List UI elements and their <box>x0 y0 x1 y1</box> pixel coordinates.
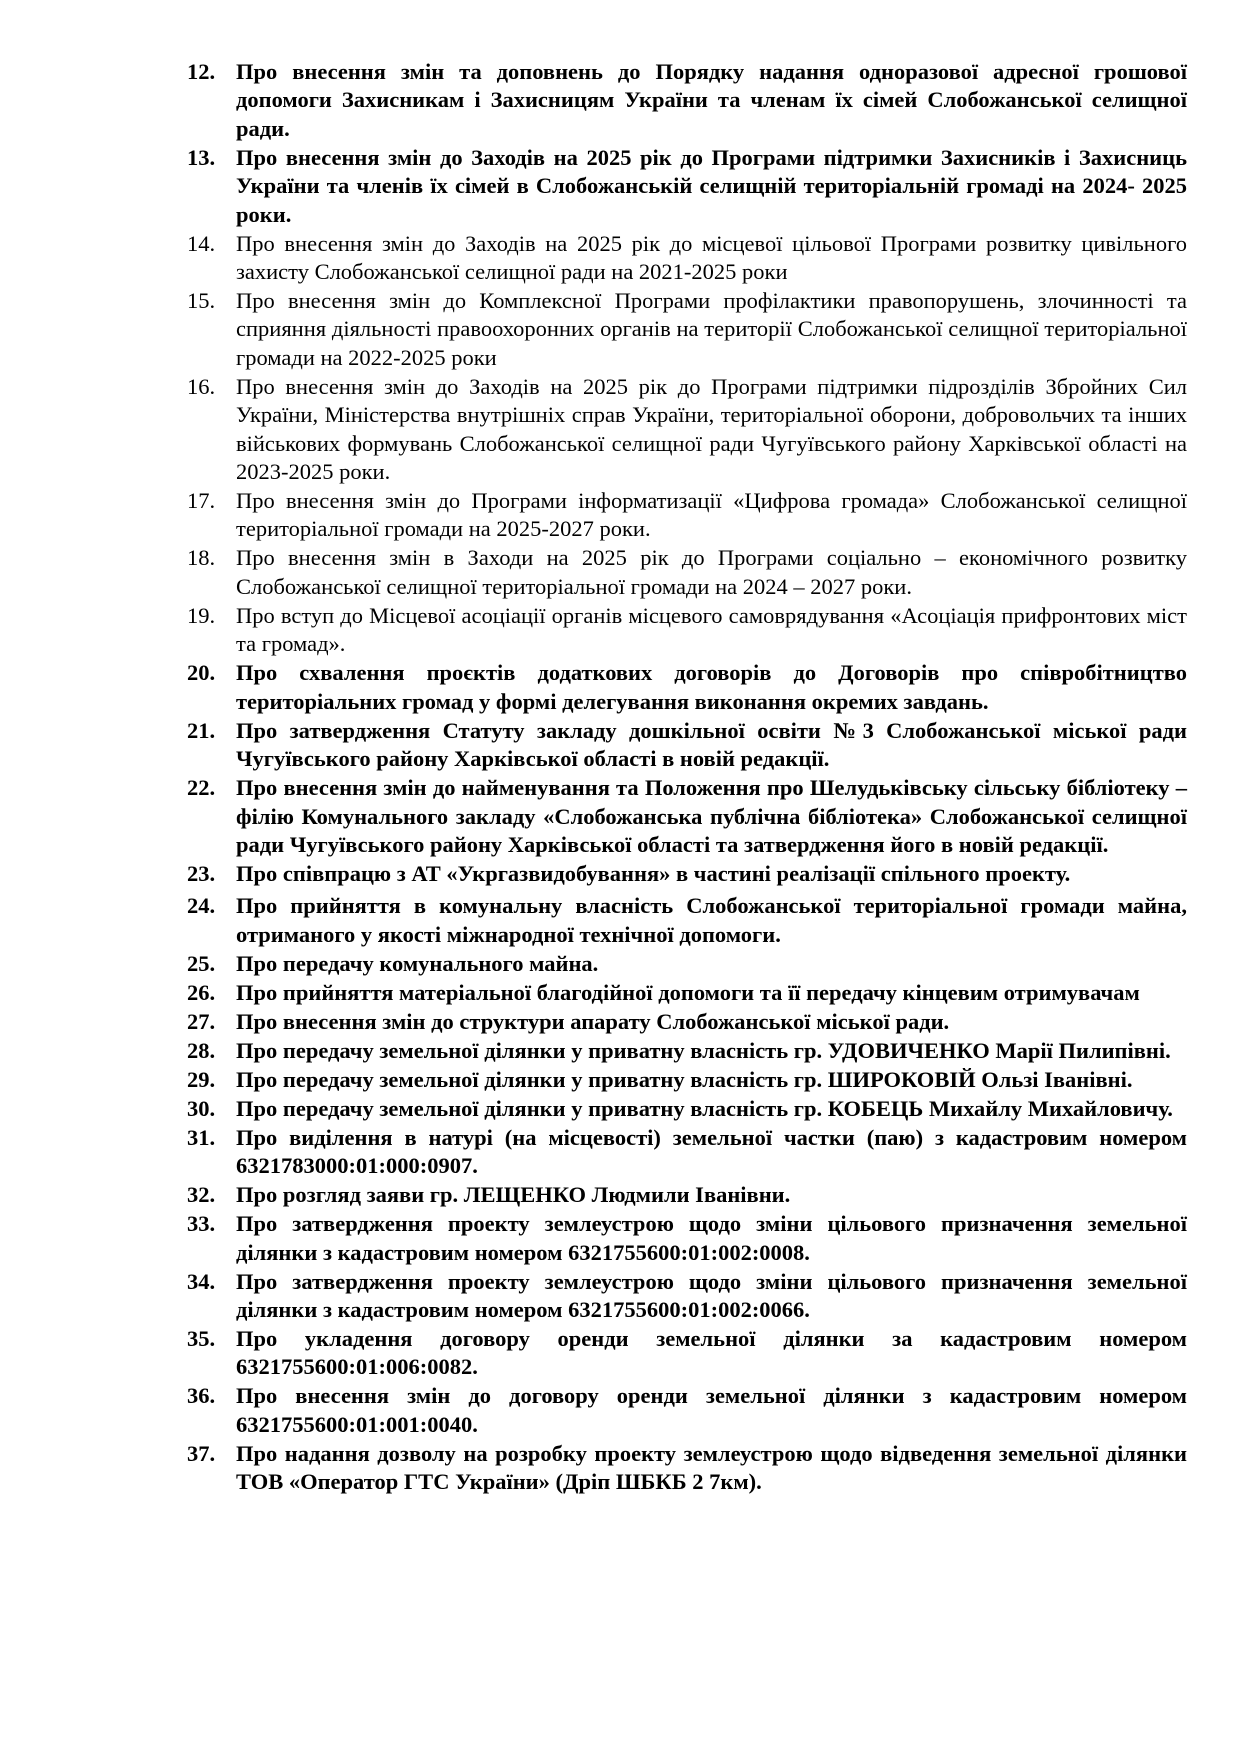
agenda-item <box>187 1382 1187 1439</box>
item-number: 33. <box>187 1211 216 1237</box>
item-number: 23. <box>187 860 216 886</box>
item-text: Про внесення змін до найменування та Положення про Шелудьківську сільську бібліотеку – філію Комунального закладу «Слобожанська публічна бібліотека» Слобожанської селищної ради Чугуївського району Харківської області та затвердження його в новій редакції. <box>236 775 1187 857</box>
agenda-item <box>187 373 1187 487</box>
item-number: 19. <box>187 602 216 628</box>
agenda-item <box>187 1124 1187 1181</box>
item-number: 14. <box>187 230 216 256</box>
item-number: 34. <box>187 1268 216 1294</box>
item-text: Про виділення в натурі (на місцевості) земельної частки (паю) з кадастровим номером 6321783000:01:000:0907. <box>236 1124 1187 1179</box>
item-text: Про прийняття в комунальну власність Слобожанської територіальної громади майна, отриманого у якості міжнародної технічної допомоги. <box>236 893 1187 947</box>
agenda-item <box>187 860 1187 888</box>
item-number: 22. <box>187 775 216 801</box>
item-text: Про внесення змін до Заходів на 2025 рік до Програми підтримки підрозділів Збройних Сил України, Міністерства внутрішніх справ України, територіальної оборони, добровольчих та інших військових формувань Слобожанської селищної ради Чугуївського району Харківської області на 2023-2025 роки. <box>236 373 1187 485</box>
item-number: 15. <box>187 288 216 314</box>
item-text: Про передачу земельної ділянки у приватну власність гр. УДОВИЧЕНКО Марії Пилипівні. <box>236 1037 1171 1063</box>
agenda-item <box>187 1440 1187 1497</box>
agenda-item <box>187 1095 1187 1123</box>
item-number: 13. <box>187 144 216 170</box>
agenda-item <box>187 1037 1187 1065</box>
item-number: 31. <box>187 1124 216 1150</box>
item-number: 24. <box>187 893 216 919</box>
agenda-item <box>187 1210 1187 1267</box>
item-text: Про внесення змін до Програми інформатизації «Цифрова громада» Слобожанської селищної територіальної громади на 2025-2027 роки. <box>236 488 1187 542</box>
item-number: 12. <box>187 59 216 84</box>
item-text: Про вступ до Місцевої асоціації органів місцевого самоврядування «Асоціація прифронтових міст та громад». <box>236 602 1187 657</box>
item-number: 35. <box>187 1325 216 1351</box>
agenda-item <box>187 487 1187 544</box>
item-text: Про внесення змін до Заходів на 2025 рік до Програми підтримки Захисників і Захисниць України та членів їх сімей в Слобожанській селищній територіальній громаді на 2024- 2025 роки. <box>236 144 1187 227</box>
item-text: Про укладення договору оренди земельної ділянки за кадастровим номером 6321755600:01:006:0082. <box>236 1325 1187 1380</box>
item-text: Про затвердження проекту землеустрою щодо зміни цільового призначення земельної ділянки з кадастровим номером 6321755600:01:002:0066. <box>236 1268 1187 1322</box>
agenda-item <box>187 979 1187 1007</box>
agenda-item <box>187 950 1187 978</box>
item-text: Про внесення змін до Заходів на 2025 рік до місцевої цільової Програми розвитку цивільного захисту Слобожанської селищної ради на 2021-2025 роки <box>236 230 1187 285</box>
item-text: Про передачу комунального майна. <box>236 950 599 976</box>
item-number: 27. <box>187 1008 216 1034</box>
agenda-item <box>187 1325 1187 1382</box>
item-number: 20. <box>187 660 216 686</box>
agenda-item <box>187 774 1187 859</box>
agenda-item <box>187 1268 1187 1325</box>
item-number: 18. <box>187 545 216 571</box>
item-text: Про схвалення проєктів додаткових договорів до Договорів про співробітництво територіальних громад у формі делегування виконання окремих завдань. <box>236 660 1187 714</box>
agenda-item <box>187 717 1187 774</box>
agenda-item <box>187 144 1187 229</box>
item-number: 28. <box>187 1037 216 1063</box>
agenda-item <box>187 892 1187 949</box>
agenda-item <box>187 1066 1187 1094</box>
item-text: Про внесення змін та доповнень до Порядку надання одноразової адресної грошової допомоги Захисникам і Захисницям України та членам їх сімей Слобожанської селищної ради. <box>236 59 1187 141</box>
item-text: Про внесення змін в Заходи на 2025 рік до Програми соціально – економічного розвитку Слобожанської селищної територіальної громади на 2024 – 2027 роки. <box>236 545 1187 599</box>
item-text: Про розгляд заяви гр. ЛЕЩЕНКО Людмили Іванівни. <box>236 1182 791 1208</box>
item-number: 25. <box>187 950 216 976</box>
item-number: 26. <box>187 979 216 1005</box>
agenda-item <box>187 287 1187 372</box>
item-number: 30. <box>187 1095 216 1121</box>
item-text: Про передачу земельної ділянки у приватну власність гр. ШИРОКОВІЙ Ользі Іванівні. <box>236 1066 1133 1092</box>
item-text: Про внесення змін до структури апарату Слобожанської міської ради. <box>236 1008 950 1034</box>
item-text: Про співпрацю з АТ «Укргазвидобування» в частині реалізації спільного проекту. <box>236 860 1071 886</box>
item-text: Про внесення змін до Комплексної Програми профілактики правопорушень, злочинності та сприяння діяльності правоохоронних органів на території Слобожанської селищної територіальної громади на 2022-2025 роки <box>236 288 1187 370</box>
item-text: Про передачу земельної ділянки у приватну власність гр. КОБЕЦЬ Михайлу Михайловичу. <box>236 1095 1173 1121</box>
item-text: Про затвердження проекту землеустрою щодо зміни цільового призначення земельної ділянки з кадастровим номером 6321755600:01:002:0008. <box>236 1211 1187 1265</box>
agenda-item <box>187 1008 1187 1036</box>
agenda-item <box>187 58 1187 143</box>
agenda-item <box>187 1181 1187 1209</box>
agenda-item <box>187 544 1187 601</box>
item-number: 17. <box>187 488 216 514</box>
item-number: 21. <box>187 717 216 743</box>
item-text: Про затвердження Статуту закладу дошкільної освіти №3 Слобожанської міської ради Чугуївського району Харківської області в новій редакції. <box>236 717 1187 772</box>
agenda-list <box>187 58 1187 1497</box>
agenda-item <box>187 659 1187 716</box>
agenda-item <box>187 230 1187 287</box>
item-number: 37. <box>187 1440 216 1466</box>
item-number: 32. <box>187 1182 216 1208</box>
item-number: 29. <box>187 1066 216 1092</box>
item-number: 36. <box>187 1383 216 1409</box>
item-text: Про прийняття матеріальної благодійної допомоги та її передачу кінцевим отримувачам <box>236 979 1140 1005</box>
item-text: Про внесення змін до договору оренди земельної ділянки з кадастровим номером 6321755600:01:001:0040. <box>236 1383 1187 1437</box>
agenda-item <box>187 602 1187 659</box>
item-text: Про надання дозволу на розробку проекту землеустрою щодо відведення земельної ділянки ТОВ «Оператор ГТС України» (Дріп ШБКБ 2 7км). <box>236 1440 1187 1495</box>
item-number: 16. <box>187 373 216 399</box>
